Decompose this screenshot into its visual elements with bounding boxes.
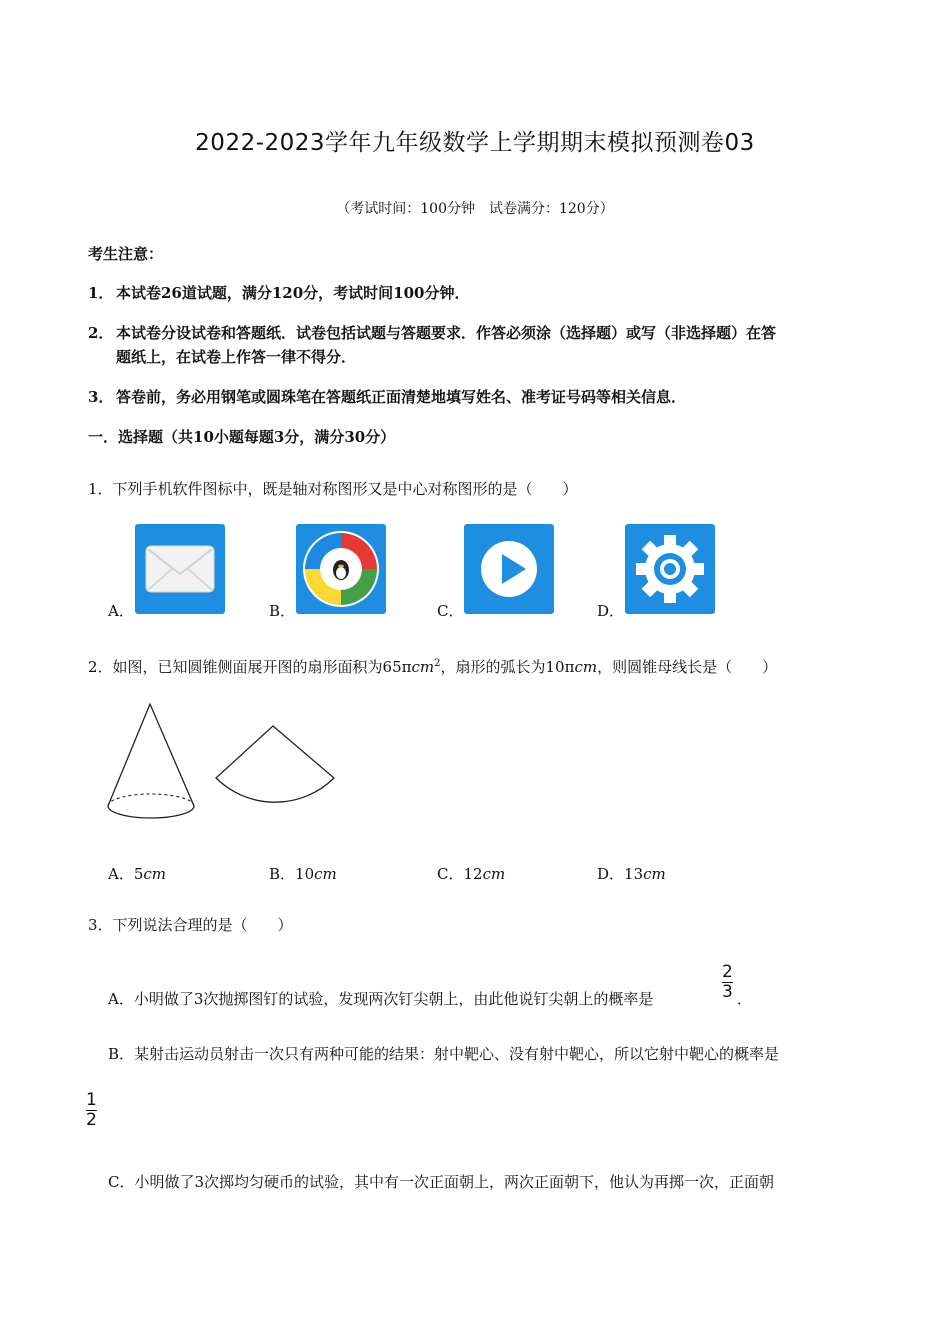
sector-figure — [210, 722, 340, 818]
unit-cm: cm — [482, 865, 506, 883]
option-label: D． — [597, 865, 625, 883]
unit-cm: cm — [143, 865, 167, 883]
q1-option-c-label: C． — [437, 602, 464, 620]
q1-option-b-label: B． — [269, 602, 296, 620]
q1-option-a-label: A． — [108, 602, 134, 620]
option-label: A． — [108, 865, 134, 883]
option-label: B． — [269, 865, 296, 883]
denominator: 3 — [722, 982, 733, 1002]
q3-option-b: B．某射击运动员射击一次只有两种可能的结果：射中靶心、没有射中靶心，所以它射中靶心的概率是 — [108, 1045, 780, 1063]
option-value: 5 — [133, 865, 144, 883]
question-2-stem — [88, 656, 777, 677]
fraction-one-half — [86, 1092, 97, 1129]
notice-item-1 — [88, 281, 868, 305]
option-value: 10 — [295, 865, 315, 883]
q2-stem-part: ，扇形的弧长为10π — [440, 658, 575, 676]
notice-text: 本试卷分设试卷和答题纸．试卷包括试题与答题要求．作答必须涂（选择题）或写（非选择题）在答 — [116, 324, 777, 342]
q3-option-c: C．小明做了3次掷均匀硬币的试验，其中有一次正面朝上，两次正面朝下，他认为再掷一次，正面朝 — [108, 1173, 775, 1191]
denominator: 2 — [86, 1110, 97, 1130]
unit-cm: cm — [574, 658, 598, 676]
q2-option-a — [108, 863, 166, 884]
unit-cm: cm — [314, 865, 337, 883]
notice-item-2 — [88, 321, 868, 369]
option-label: C． — [437, 865, 464, 883]
q2-option-d — [597, 863, 666, 884]
option-value: 12 — [463, 865, 483, 883]
numerator: 2 — [722, 962, 733, 982]
mail-icon — [135, 524, 225, 618]
superscript: 2 — [434, 658, 441, 669]
notice-text-cont: 题纸上，在试卷上作答一律不得分． — [116, 348, 357, 366]
notice-item-3 — [88, 385, 868, 409]
fraction-two-thirds — [722, 964, 733, 1001]
numerator: 1 — [86, 1090, 97, 1110]
option-value: 13 — [624, 865, 644, 883]
question-1-stem: 1．下列手机软件图标中，既是轴对称图形又是中心对称图形的是（ ） — [88, 480, 578, 498]
section-heading: 一．选择题（共10小题每题3分，满分30分） — [88, 428, 396, 446]
q3-option-a-end: ． — [737, 990, 753, 1008]
notice-heading: 考生注意： — [88, 245, 164, 263]
q2-stem-part: 2．如图，已知圆锥侧面展开图的扇形面积为65π — [88, 658, 412, 676]
notice-num: 1． — [88, 284, 114, 302]
play-icon — [464, 524, 554, 618]
page-title: 2022-2023学年九年级数学上学期期末模拟预测卷03 — [195, 130, 755, 156]
notice-text: 答卷前，务必用钢笔或圆珠笔在答题纸正面清楚地填写姓名、准考证号码等相关信息． — [116, 388, 687, 406]
gear-icon — [625, 524, 715, 618]
q2-stem-part: ，则圆锥母线长是（ ） — [597, 658, 778, 676]
unit-cm: cm — [643, 865, 666, 883]
unit-cm: cm — [411, 658, 435, 676]
exam-info: （考试时间：100分钟 试卷满分：120分） — [336, 201, 614, 217]
cone-figure — [100, 698, 200, 832]
q2-option-c — [437, 863, 505, 884]
q2-option-b — [269, 863, 337, 884]
notice-text: 本试卷26道试题，满分120分，考试时间100分钟． — [116, 284, 470, 302]
notice-num: 3． — [88, 388, 114, 406]
penguin-news-icon — [296, 524, 386, 618]
q3-option-a: A．小明做了3次抛掷图钉的试验，发现两次钉尖朝上，由此他说钉尖朝上的概率是 — [108, 990, 654, 1008]
notice-num: 2． — [88, 324, 114, 342]
question-3-stem: 3．下列说法合理的是（ ） — [88, 916, 293, 934]
q1-option-d-label: D． — [597, 602, 625, 620]
